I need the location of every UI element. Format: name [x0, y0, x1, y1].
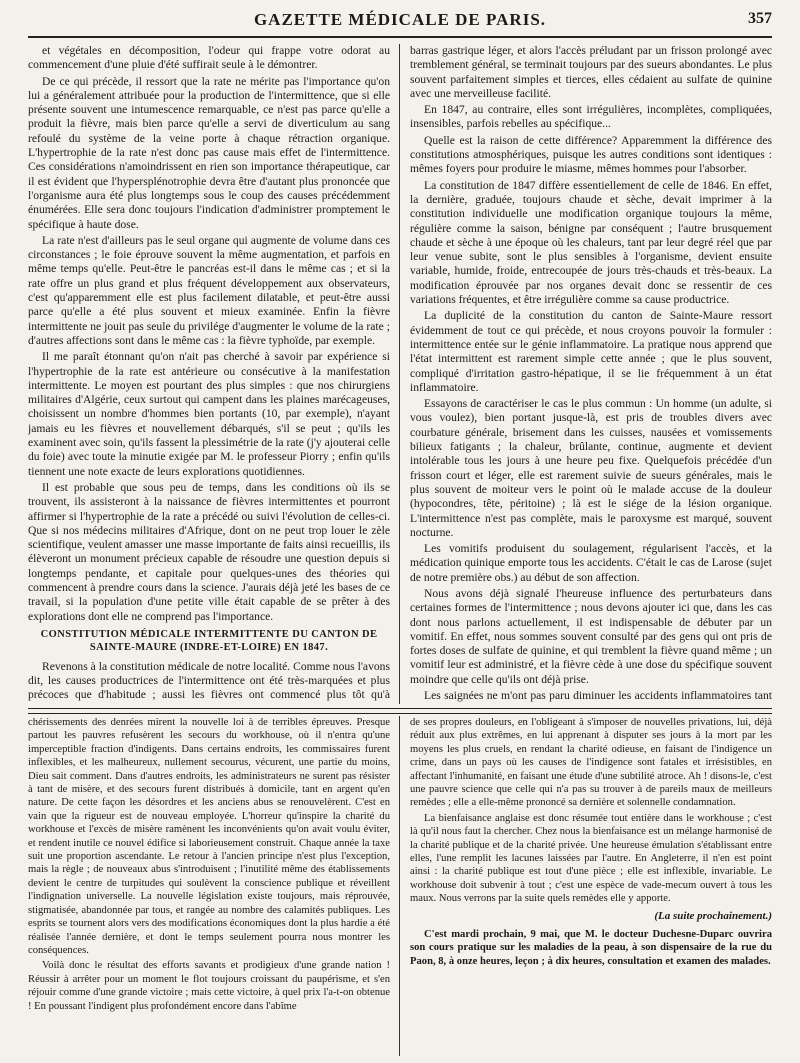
- section-heading: CONSTITUTION MÉDICALE INTERMITTENTE DU CANTON DE SAINTE-MAURE (INDRE-ET-LOIRE) EN 1847.: [40, 628, 378, 653]
- column-rule: [399, 44, 400, 704]
- lower-right-column: [410, 716, 772, 1056]
- page-header: [28, 6, 772, 38]
- paragraph: Quelle est la raison de cette différence? Apparemment la différence des constitutions atmosphériques, puisque les autres conditions sont identiques : mêmes foyers pour produire le miasme, mêmes hommes pour l'absorber.: [410, 133, 772, 176]
- course-announcement: C'est mardi prochain, 9 mai, que M. le docteur Duchesne-Duparc ouvrira son cours pratique sur les maladies de la peau, à son dispensaire de la rue du Paon, 8, à onze heures, leçon ; à dix heures, consultation et examen des malades.: [410, 928, 772, 967]
- lower-left-column: [28, 716, 390, 1056]
- page-number: 357: [748, 10, 772, 27]
- paragraph: Les vomitifs produisent du soulagement, régularisent l'accès, et la médication quinique emporte tous les accidents. C'était le cas de Larose (sujet de notre première obs.) au début de son affection.: [410, 542, 772, 584]
- paragraph: La constitution de 1847 diffère essentiellement de celle de 1846. En effet, la dernière, graduée, toujours chaude et sèche, devait imprimer à la constitution individuelle une modification organique toujours la même, régulière comme la saison, bénigne par conséquent ; l'autre brusquement chaude et sèche à une époque où les chaleurs, tant par leur degré réel que par leur venue subite, sont le plus sensibles à l'organisme, devient ensuite variable, humide, froide, entrecoupée de jours très-chauds et très-beaux. La modification éprouvée par nos organes devait donc se ressentir de ces variations fréquentes, et être irrégulière comme sa cause productrice.: [410, 178, 772, 307]
- column-rule: [399, 716, 400, 1056]
- paragraph: Il me paraît étonnant qu'on n'ait pas cherché à savoir par expérience si l'hypertrophie de la rate est antérieure ou consécutive à la manifestation intermittente. Le moyen est pourtant des plus simples : que nos chirurgiens militaires d'Algérie, ceux surtout qui campent dans les plaines marécageuses, choisissent un nombre d'hommes bien portants (10, par exemple), n'ayant jamais eu les fièvres et nouvellement débarqués, s'il se peut ; qu'ils les examinent avec soin, qu'ils fassent la plessimétrie de la rate (j'y ajouterai celle du foie) avec toute la minutie exigée par M. le professeur Piorry ; enfin qu'ils tiennent une note exacte de leurs explorations quotidiennes.: [28, 350, 390, 478]
- paragraph: barras gastrique léger, et alors l'accès préludant par un frisson prolongé avec tremblement général, se terminait toujours par des sueurs abondantes. Le plus souvent parfaitement simples et tierces, elles cédaient au sulfate de quinine avec une merveilleuse facilité.: [410, 44, 772, 100]
- section-divider: [28, 708, 772, 714]
- paragraph: En 1847, au contraire, elles sont irrégulières, incomplètes, compliquées, insensibles, parfois rebelles au spécifique...: [410, 103, 772, 131]
- journal-title: GAZETTE MÉDICALE DE PARIS.: [253, 10, 547, 29]
- paragraph: Il est probable que sous peu de temps, dans les conditions où ils se trouvent, ils assisteront à la naissance de fièvres intermittentes et pourront affirmer si l'hypertrophie de la rate a précédé ou suivi l'évolution de celles-ci. Que si nos médecins militaires d'Afrique, dont on ne peut trop louer le zèle scientifique, veulent amasser une masse importante de faits ainsi recueillis, ils élèveront un monument précieux capable de résoudre une question depuis si longtemps pendante, et capitale pour quelques-unes des théories qui commencent à prendre cours dans la science. J'aurais déjà jeté les bases de ce travail, si la population d'une petite ville était capable de se prêter à des explorations dont elle ne comprend pas l'importance.: [28, 480, 390, 623]
- paragraph: La rate n'est d'ailleurs pas le seul organe qui augmente de volume dans ces circonstances ; le foie éprouve souvent la même augmentation, et parfois en même temps qu'elle. Peut-être le pancréas est-il dans le même cas ; et si la rate offre un plus grand et plus fréquent développement aux observateurs, c'est qu'apparemment elle est plus facilement dilatable, et peut-être aussi parce qu'elle a été plus souvent et mieux examinée. Enfin la fièvre intermittente ne jouit pas seule du privilége d'augmenter le volume de la rate ; d'autres affections sont dans le même cas : la fièvre typhoïde, par exemple.: [28, 233, 390, 347]
- paragraph: Revenons à la constitution médicale de notre localité. Comme nous l'avons dit, les causes productrices de l'intermittence ont été très-marquées et plus précoces que d'habitude ; aussi les fièvres ont commencé plus tôt qu'à: [28, 659, 390, 702]
- newspaper-page: [28, 6, 772, 1056]
- paragraph: Essayons de caractériser le cas le plus commun : Un homme (un adulte, si vous voulez), bien portant jusque-là, est pris de troubles divers avec courbature générale, brisement dans les cuisses, nausées et vomissements bilieux fatigants ; la chaleur, brûlante, continue, augmente et devient intolérable tous les jours à une heure peu fixe. Quelquefois précédée d'un frisson court et léger, elle est rarement suivie de sueurs générales, mais le plus souvent de moiteur vers le point où le malade accuse de la douleur (hypocondres, tête, péritoine) ; là est le siége de la lésion organique. L'intermittence n'est pas complète, mais le paroxysme est marqué, souvent nocturne.: [410, 397, 772, 539]
- paragraph: Voilà donc le résultat des efforts savants et prodigieux d'une grande nation ! Réussir à arrêter pour un moment le flot toujours croissant du paupérisme, et s'en réjouir comme d'une grande victoire ; mais cette victoire, à quel prix l'a-t-on obtenue ! En poussant l'indigent plus profondément encore dans l'abîme: [28, 960, 390, 1012]
- upper-right-column: [410, 44, 772, 704]
- paragraph: et végétales en décomposition, l'odeur qui frappe votre odorat au commencement d'une pluie d'été suffirait seule à le démontrer.: [28, 44, 390, 72]
- paragraph: Nous avons déjà signalé l'heureuse influence des perturbateurs dans certaines formes de l'intermittence ; nous devons ajouter ici que, dans les cas dont nous parlons actuellement, il est indispensable de débuter par un vomitif. En effet, nous sommes souvent consulté par des gens qui ont pris de fortes doses de sulfate de quinine, et qui tremblent la fièvre quand même ; un vomitif leur est administré, et la fièvre cède à une dose du spécifique souvent moindre que celle qu'ils ont déjà prise.: [410, 586, 772, 686]
- paragraph: La bienfaisance anglaise est donc résumée tout entière dans le workhouse ; c'est là qu'il nous faut la chercher. Chez nous la bienfaisance est un mélange harmonisé de la charité publique et de la charité privée. Une heureuse émulation s'établissant entre elles, l'une remplit les lacunes laissées par l'autre. En Angleterre, il n'en est point ainsi : la charité publique est tout d'une pièce ; elle est inflexible, invariable. Le workhouse doit subvenir à tout ; c'est une espèce de vade-mecum ouvert à tous les maux. Nous verrons par la suite quels remèdes elle y apporte.: [410, 812, 772, 905]
- paragraph: De ce qui précède, il ressort que la rate ne mérite pas l'importance qu'on lui a généralement attribuée pour la production de l'intermittence, que si elle présente souvent une intumescence remarquable, ce n'est pas parce qu'elle a produit la fièvre, mais bien parce qu'elle a servi de diverticulum au sang refoulé du système de la veine porte à chaque rétraction organique. L'hypertrophie de la rate n'est donc pas cause mais effet de l'intermittence. Ces considérations n'amoindrissent en rien son importance thérapeutique, car il est évident que l'hypersplénotrophie devra être d'autant plus prononcée que l'organisme aura été plus longtemps sous le coup des causes précédemment énumérées. Elle sera donc toujours l'indication d'administrer promptement le spécifique à haute dose.: [28, 74, 390, 231]
- paragraph: de ses propres douleurs, en l'obligeant à s'imposer de nouvelles privations, lui, déjà réduit aux plus extrêmes, en lui apprenant à disputer ses jours à la mort par les moyens les plus cruels, en rendant la charité odieuse, en faisant de l'indigence un crime, dans un pays où les causes de l'indigence sont fatales et irrésistibles, en affectant l'inhumanité, en faisant une étude d'une subtilité atroce. Ah ! disons-le, c'est une pauvre science que celle qui n'a pas su trouver à de pareils maux de meilleurs remèdes ; elle a elle-même prononcé sa dernière et solennelle condamnation.: [410, 717, 772, 809]
- paragraph: Les saignées ne m'ont pas paru diminuer les accidents inflammatoires tant: [424, 689, 772, 703]
- paragraph: La duplicité de la constitution du canton de Sainte-Maure ressort évidemment de tout ce qui précède, et nous croyons pouvoir la formuler : intermittence entée sur le génie inflammatoire. La pratique nous apprend que l'état intermittent est rarement simple cette année ; que le plus souvent, compliqué d'irritation gastro-hépatique, il se lie fréquemment à un état inflammatoire.: [410, 309, 772, 394]
- paragraph: chérissements des denrées mirent la nouvelle loi à de terribles épreuves. Presque partout les pauvres refusèrent les secours du workhouse, où il n'entra qu'une imperceptible fraction d'indigents. Dans certains endroits, les commissaires furent inflexibles, et les malheureux, nullement secourus, vécurent, une partie du moins, Dieu sait comment. Dans d'autres endroits, les administrateurs ne surent pas résister à tant de misère, et des secours furent distribués à domicile, tant en argent qu'en nature. De cette façon les désordres et les anciens abus se renouvelèrent. C'est en vain que la rigueur est de nouveau employée. L'horreur qu'inspire la charité du workhouse et l'excès de misère ramènent les inconvénients qu'on avait voulu éviter, et rendent inutile ce nouvel édifice si laborieusement construit. Chaque année la taxe suit une proportion ascendante. Le retour à l'ancien principe n'est plus l'exception, mais la règle ; de nouveaux abus s'introduisent ; l'inutilité même des établissements devient le centre de turpitudes qui soulèvent la conscience publique et réveillent l'indignation universelle. La nouvelle législation existe toujours, mais réprouvée, stigmatisée, abandonnée par tous, et rangée au nombre des calamités publiques. Les esprits se tournent alors vers des modifications économiques dont la plus hardie a été réalisée l'année dernière, et dont le temps seulement pourra nous montrer les conséquences.: [28, 717, 390, 956]
- feuilleton-section: [28, 716, 772, 1056]
- to-be-continued: (La suite prochainement.): [654, 909, 772, 922]
- upper-left-column: [28, 44, 390, 704]
- upper-section: [28, 44, 772, 704]
